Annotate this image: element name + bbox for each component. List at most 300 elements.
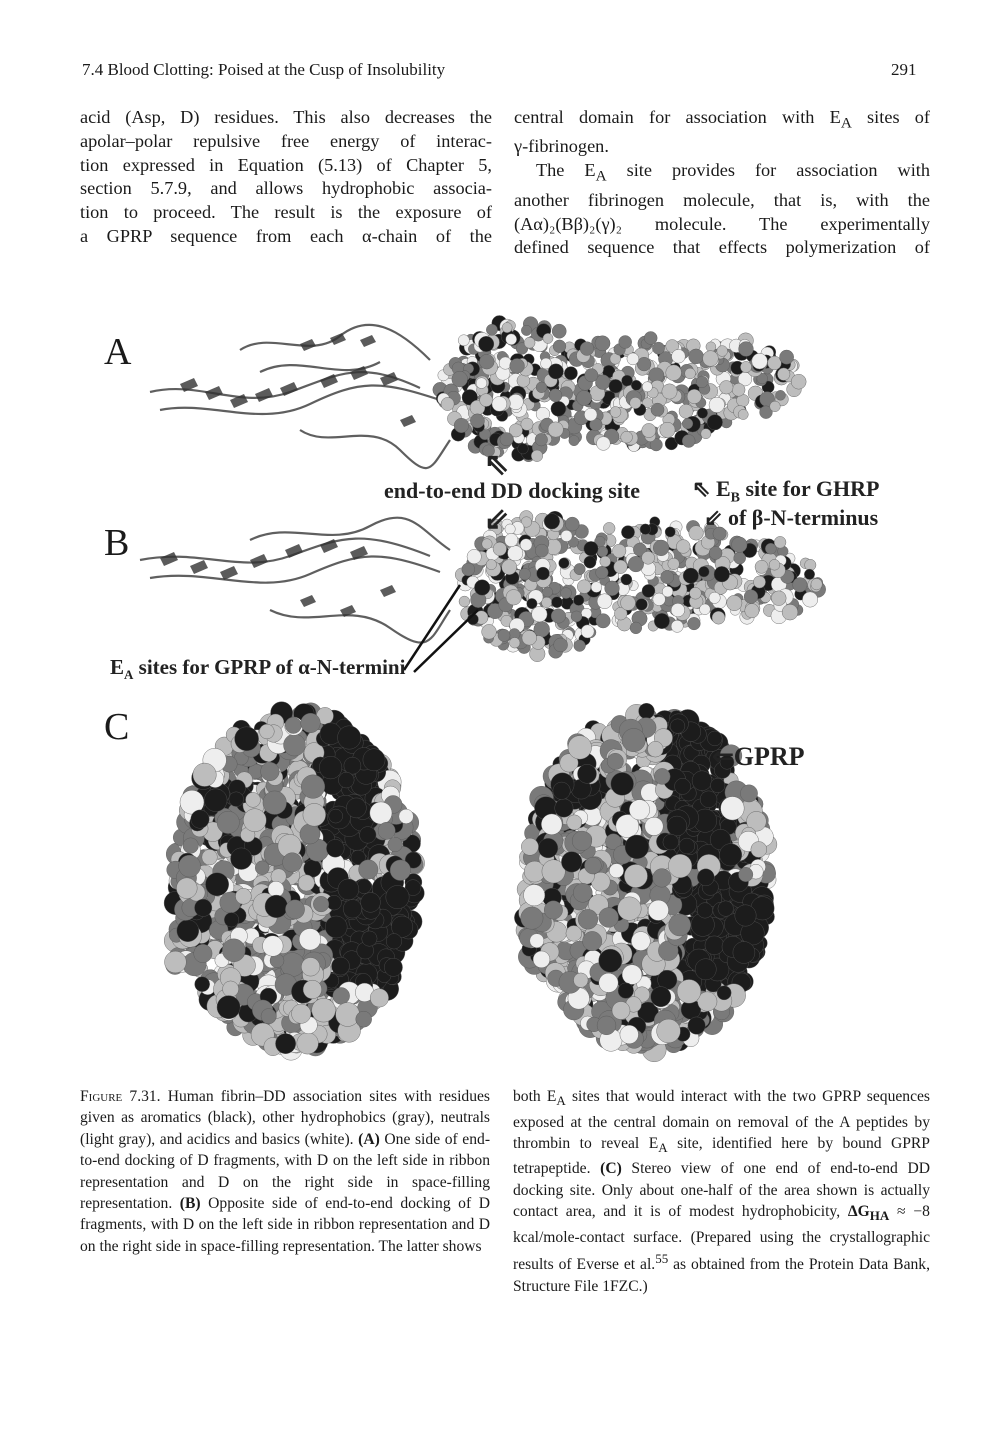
atom-sphere xyxy=(580,342,594,356)
atom-sphere xyxy=(231,848,253,870)
atom-sphere xyxy=(544,901,562,919)
atom-sphere xyxy=(624,864,647,887)
atom-sphere xyxy=(630,622,642,634)
atom-sphere xyxy=(565,517,579,531)
atom-sphere xyxy=(509,638,520,649)
atom-sphere xyxy=(388,837,403,852)
atom-sphere xyxy=(524,885,545,906)
atom-sphere xyxy=(654,768,670,784)
atom-sphere xyxy=(717,346,728,357)
atom-sphere xyxy=(622,728,645,751)
atom-sphere xyxy=(301,713,321,733)
atom-sphere xyxy=(360,827,377,844)
atom-sphere xyxy=(506,334,517,345)
atom-sphere xyxy=(541,814,562,835)
arrow-icon: ⇖ xyxy=(692,476,716,501)
arrow-icon: ⇐ xyxy=(712,742,734,771)
figure-caption-left: Figure 7.31. Human fibrin–DD association sites with residues given as aromatics (black), other hydrophobics (gray), neutrals (light gray), and acidics and basics (white). (A) One side of end-to-end docking of D fragments, with D on the left side in ribbon representation and D on the right side in space-filling representation. (B) Opposite side of end-to-end docking of D fragments, with D on the left side in ribbon representation and D on the right side in space-filling representation. The latter shows xyxy=(80,1088,491,1255)
atom-sphere xyxy=(285,900,304,919)
atom-sphere xyxy=(543,333,553,343)
atom-sphere xyxy=(479,354,494,369)
atom-sphere xyxy=(755,560,768,573)
atom-sphere xyxy=(622,375,633,386)
atom-sphere xyxy=(361,893,381,913)
atom-sphere xyxy=(662,384,677,399)
page-number: 291 xyxy=(891,60,917,79)
atom-sphere xyxy=(675,778,691,794)
atom-sphere xyxy=(578,909,598,929)
atom-sphere xyxy=(564,367,577,380)
atom-sphere xyxy=(630,397,641,408)
atom-sphere xyxy=(510,359,525,374)
atom-sphere xyxy=(703,351,719,367)
atom-sphere xyxy=(672,349,686,363)
atom-sphere xyxy=(217,996,240,1019)
atom-sphere xyxy=(782,604,798,620)
atom-sphere xyxy=(607,753,623,769)
atom-sphere xyxy=(276,1034,296,1054)
atom-sphere xyxy=(572,831,592,851)
atom-sphere xyxy=(584,556,596,568)
atom-sphere xyxy=(670,719,685,734)
atom-sphere xyxy=(676,540,690,554)
atom-sphere xyxy=(700,604,711,615)
space-filling-structure-b xyxy=(455,511,826,662)
atom-sphere xyxy=(498,629,510,641)
atom-sphere xyxy=(502,560,517,575)
atom-sphere xyxy=(619,336,632,349)
atom-sphere xyxy=(621,574,632,585)
atom-sphere xyxy=(441,397,454,410)
panel-label-b: B xyxy=(104,522,130,564)
atom-sphere xyxy=(303,980,322,999)
pointer-line xyxy=(404,585,460,670)
atom-sphere xyxy=(717,986,731,1000)
atom-sphere xyxy=(474,580,490,596)
atom-sphere xyxy=(343,900,362,919)
atom-sphere xyxy=(574,973,589,988)
atom-sphere xyxy=(176,878,197,899)
atom-sphere xyxy=(561,588,572,599)
atom-sphere xyxy=(283,853,302,872)
atom-sphere xyxy=(554,638,568,652)
label-beta-terminus: ⇙ of β-N-terminus xyxy=(704,505,879,530)
atom-sphere xyxy=(370,989,388,1007)
atom-sphere xyxy=(519,568,531,580)
atom-sphere xyxy=(636,599,648,611)
atom-sphere xyxy=(642,423,656,437)
panel-label-a: A xyxy=(104,331,132,373)
atom-sphere xyxy=(581,625,594,638)
atom-sphere xyxy=(688,617,701,630)
atom-sphere xyxy=(548,364,563,379)
atom-sphere xyxy=(714,566,730,582)
atom-sphere xyxy=(535,544,548,557)
atom-sphere xyxy=(223,981,239,997)
atom-sphere xyxy=(246,792,261,807)
atom-sphere xyxy=(651,987,671,1007)
atom-sphere xyxy=(719,844,741,866)
atom-sphere xyxy=(177,920,199,942)
atom-sphere xyxy=(338,879,359,900)
atom-sphere xyxy=(284,734,306,756)
atom-sphere xyxy=(521,907,543,929)
atom-sphere xyxy=(268,881,284,897)
atom-sphere xyxy=(697,408,707,418)
atom-sphere xyxy=(467,549,481,563)
atom-sphere xyxy=(585,369,598,382)
atom-sphere xyxy=(384,958,402,976)
atom-sphere xyxy=(631,932,650,951)
atom-sphere xyxy=(482,624,497,639)
atom-sphere xyxy=(183,838,199,854)
atom-sphere xyxy=(765,543,776,554)
atom-sphere xyxy=(710,778,725,793)
atom-sphere xyxy=(685,368,696,379)
atom-sphere xyxy=(195,899,212,916)
atom-sphere xyxy=(235,888,251,904)
arrow-icon: ⇙ xyxy=(484,503,510,536)
atom-sphere xyxy=(610,407,621,418)
atom-sphere xyxy=(793,578,808,593)
atom-sphere xyxy=(480,394,493,407)
atom-sphere xyxy=(648,741,664,757)
atom-sphere xyxy=(677,980,701,1004)
atom-sphere xyxy=(370,802,392,824)
atom-sphere xyxy=(645,817,663,835)
atom-sphere xyxy=(777,368,790,381)
atom-sphere xyxy=(637,357,651,371)
atom-sphere xyxy=(486,559,496,569)
atom-sphere xyxy=(739,342,754,357)
atom-sphere xyxy=(506,590,522,606)
atom-sphere xyxy=(618,983,634,999)
atom-sphere xyxy=(194,944,212,962)
atom-sphere xyxy=(612,544,626,558)
arrow-icon: ⇖ xyxy=(484,448,510,481)
atom-sphere xyxy=(521,418,533,430)
atom-sphere xyxy=(657,1019,681,1043)
atom-sphere xyxy=(452,371,468,387)
atom-sphere xyxy=(660,422,675,437)
atom-sphere xyxy=(261,1009,276,1024)
atom-sphere xyxy=(652,342,664,354)
atom-sphere xyxy=(298,875,314,891)
atom-sphere xyxy=(549,389,562,402)
atom-sphere xyxy=(336,1003,360,1027)
atom-sphere xyxy=(470,414,484,428)
atom-sphere xyxy=(811,579,822,590)
atom-sphere xyxy=(517,374,530,387)
label-docking-site: end-to-end DD docking site xyxy=(384,478,641,503)
atom-sphere xyxy=(502,323,512,333)
atom-sphere xyxy=(661,571,674,584)
atom-sphere xyxy=(224,913,239,928)
atom-sphere xyxy=(639,703,655,719)
arrow-icon: ⇙ xyxy=(704,505,728,530)
atom-sphere xyxy=(217,811,239,833)
atom-sphere xyxy=(791,374,806,389)
atom-sphere xyxy=(654,613,669,628)
atom-sphere xyxy=(518,443,529,454)
body-line: section 5.7.9, and allows hydrophobic associa- xyxy=(80,178,492,199)
atom-sphere xyxy=(263,791,287,815)
atom-sphere xyxy=(499,357,511,369)
atom-sphere xyxy=(752,353,768,369)
atom-sphere xyxy=(386,934,402,950)
atom-sphere xyxy=(802,592,817,607)
atom-sphere xyxy=(500,433,513,446)
atom-sphere xyxy=(628,556,644,572)
atom-sphere xyxy=(533,951,550,968)
atom-sphere xyxy=(260,724,275,739)
atom-sphere xyxy=(611,773,634,796)
atom-sphere xyxy=(297,1033,319,1055)
atom-sphere xyxy=(591,582,602,593)
atom-sphere xyxy=(666,365,682,381)
atom-sphere xyxy=(390,860,411,881)
atom-sphere xyxy=(548,422,563,437)
atom-sphere xyxy=(459,596,470,607)
atom-sphere xyxy=(535,433,548,446)
atom-sphere xyxy=(771,591,786,606)
atom-sphere xyxy=(700,791,717,808)
body-line: acid (Asp, D) residues. This also decreases the xyxy=(80,107,492,127)
atom-sphere xyxy=(338,772,354,788)
atom-sphere xyxy=(740,361,751,372)
figure-number: Figure 7.31. xyxy=(80,1088,161,1105)
atom-sphere xyxy=(573,595,584,606)
stereo-view-left xyxy=(164,702,424,1060)
atom-sphere xyxy=(165,951,187,973)
label-gprp: ⇐GPRP xyxy=(712,742,805,771)
atom-sphere xyxy=(552,324,566,338)
atom-sphere xyxy=(682,435,695,448)
body-line: γ-fibrinogen. xyxy=(514,136,609,157)
body-line: defined sequence that effects polymerization of xyxy=(514,237,930,258)
atom-sphere xyxy=(689,349,704,364)
atom-sphere xyxy=(665,527,675,537)
atom-sphere xyxy=(692,771,712,791)
atom-sphere xyxy=(769,559,780,570)
atom-sphere xyxy=(668,558,680,570)
atom-sphere xyxy=(571,611,582,622)
atom-sphere xyxy=(559,558,569,568)
atom-sphere xyxy=(292,1004,311,1023)
atom-sphere xyxy=(344,757,361,774)
atom-sphere xyxy=(476,378,487,389)
atom-sphere xyxy=(536,382,547,393)
atom-sphere xyxy=(721,797,745,821)
atom-sphere xyxy=(734,552,746,564)
atom-sphere xyxy=(522,630,537,645)
atom-sphere xyxy=(683,568,698,583)
atom-sphere xyxy=(326,839,344,857)
atom-sphere xyxy=(362,931,377,946)
atom-sphere xyxy=(744,590,758,604)
atom-sphere xyxy=(576,390,591,405)
atom-sphere xyxy=(479,336,494,351)
atom-sphere xyxy=(520,539,532,551)
atom-sphere xyxy=(804,569,814,579)
atom-sphere xyxy=(780,350,794,364)
atom-sphere xyxy=(332,957,350,975)
atom-sphere xyxy=(584,408,597,421)
atom-sphere xyxy=(255,861,269,875)
atom-sphere xyxy=(618,897,642,921)
atom-sphere xyxy=(179,855,201,877)
atom-sphere xyxy=(609,379,623,393)
atom-sphere xyxy=(599,973,618,992)
atom-sphere xyxy=(648,900,668,920)
atom-sphere xyxy=(532,606,548,622)
atom-sphere xyxy=(574,563,585,574)
running-header-title: 7.4 Blood Clotting: Poised at the Cusp of Insolubility xyxy=(82,60,446,79)
atom-sphere xyxy=(313,896,329,912)
atom-sphere xyxy=(597,546,608,557)
atom-sphere xyxy=(301,958,320,977)
atom-sphere xyxy=(653,869,672,888)
atom-sphere xyxy=(486,324,497,335)
atom-sphere xyxy=(671,603,685,617)
atom-sphere xyxy=(568,736,592,760)
atom-sphere xyxy=(687,389,701,403)
atom-sphere xyxy=(567,815,582,830)
atom-sphere xyxy=(508,546,523,561)
atom-sphere xyxy=(235,727,259,751)
atom-sphere xyxy=(668,854,692,878)
body-line: another fibrinogen molecule, that is, with the xyxy=(514,189,930,210)
atom-sphere xyxy=(671,620,683,632)
atom-sphere xyxy=(631,380,641,390)
atom-sphere xyxy=(620,1025,639,1044)
atom-sphere xyxy=(561,530,572,541)
atom-sphere xyxy=(597,437,611,451)
atom-sphere xyxy=(596,566,609,579)
atom-sphere xyxy=(596,614,610,628)
atom-sphere xyxy=(319,756,342,779)
atom-sphere xyxy=(621,431,633,443)
atom-sphere xyxy=(521,838,538,855)
atom-sphere xyxy=(696,376,708,388)
atom-sphere xyxy=(682,418,693,429)
atom-sphere xyxy=(346,798,366,818)
atom-sphere xyxy=(612,1002,630,1020)
atom-sphere xyxy=(206,873,229,896)
atom-sphere xyxy=(663,834,679,850)
body-line: central domain for association with $E_A$ sites of xyxy=(514,107,930,132)
atom-sphere xyxy=(667,816,687,836)
atom-sphere xyxy=(614,560,628,574)
atom-sphere xyxy=(776,390,786,400)
atom-sphere xyxy=(524,337,535,348)
atom-sphere xyxy=(640,524,651,535)
atom-sphere xyxy=(689,526,704,541)
atom-sphere xyxy=(753,576,765,588)
atom-sphere xyxy=(363,749,385,771)
atom-sphere xyxy=(193,763,216,786)
atom-sphere xyxy=(701,429,711,439)
atom-sphere xyxy=(697,869,714,886)
body-line: The $E_A$ site provides for association with xyxy=(536,160,930,185)
body-line: tion expressed in Equation (5.13) of Chapter 5, xyxy=(80,154,492,175)
atom-sphere xyxy=(243,809,266,832)
atom-sphere xyxy=(552,597,563,608)
atom-sphere xyxy=(733,942,755,964)
atom-sphere xyxy=(561,852,582,873)
atom-sphere xyxy=(281,953,305,977)
atom-sphere xyxy=(705,936,724,955)
atom-sphere xyxy=(720,381,734,395)
atom-sphere xyxy=(204,789,227,812)
atom-sphere xyxy=(599,908,619,928)
atom-sphere xyxy=(482,539,492,549)
atom-sphere xyxy=(751,842,767,858)
atom-sphere xyxy=(399,809,414,824)
atom-sphere xyxy=(621,526,634,539)
atom-sphere xyxy=(312,998,336,1022)
atom-sphere xyxy=(625,835,649,859)
atom-sphere xyxy=(493,542,507,556)
atom-sphere xyxy=(583,931,602,950)
atom-sphere xyxy=(462,563,475,576)
atom-sphere xyxy=(768,356,782,370)
atom-sphere xyxy=(356,1011,372,1027)
atom-sphere xyxy=(359,860,378,879)
atom-sphere xyxy=(732,537,748,553)
atom-sphere xyxy=(530,934,544,948)
atom-sphere xyxy=(229,792,244,807)
figure-caption-right: both $E_A$ sites that would interact with the two GPRP sequences exposed at the central domain on removal of the A peptides by thrombin to reveal $E_A$ site, identified here by bound GPRP tetrapeptide. (C) Stereo view of one end of end-to-end DD docking site. Only about one-half of the area shown is actually contact area, and it is of modest hydrophobicity, $\Delta G_{HA} \approx -8$ kcal/mole-contact surface. (Prepared using the crystallographic results of Everse et al.$^{55}$ as obtained from the Protein Data Bank, Structure File 1FZC.) xyxy=(513,1088,930,1295)
atom-sphere xyxy=(707,415,722,430)
atom-sphere xyxy=(669,914,691,936)
atom-sphere xyxy=(521,325,531,335)
atom-sphere xyxy=(745,604,759,618)
atom-sphere xyxy=(622,965,642,985)
body-line: (Aα)₂(Bβ)₂(γ)₂ molecule. The experimentally xyxy=(514,213,930,234)
atom-sphere xyxy=(325,916,347,938)
atom-sphere xyxy=(191,810,209,828)
atom-sphere xyxy=(642,584,655,597)
atom-sphere xyxy=(542,587,552,597)
atom-sphere xyxy=(597,594,612,609)
atom-sphere xyxy=(263,936,284,957)
atom-sphere xyxy=(531,450,543,462)
atom-sphere xyxy=(718,901,734,917)
atom-sphere xyxy=(740,785,757,802)
atom-sphere xyxy=(688,1017,705,1034)
atom-sphere xyxy=(727,595,742,610)
atom-sphere xyxy=(538,838,558,858)
atom-sphere xyxy=(285,717,301,733)
atom-sphere xyxy=(699,566,710,577)
body-line: tion to proceed. The result is the exposure of xyxy=(80,202,492,223)
atom-sphere xyxy=(709,592,720,603)
atom-sphere xyxy=(222,939,245,962)
atom-sphere xyxy=(553,782,570,799)
atom-sphere xyxy=(555,799,573,817)
atom-sphere xyxy=(599,949,622,972)
atom-sphere xyxy=(595,336,610,351)
atom-sphere xyxy=(706,342,716,352)
atom-sphere xyxy=(662,586,673,597)
atom-sphere xyxy=(551,401,566,416)
atom-sphere xyxy=(712,611,725,624)
atom-sphere xyxy=(642,382,652,392)
atom-sphere xyxy=(458,335,469,346)
atom-sphere xyxy=(299,929,321,951)
atom-sphere xyxy=(644,332,657,345)
